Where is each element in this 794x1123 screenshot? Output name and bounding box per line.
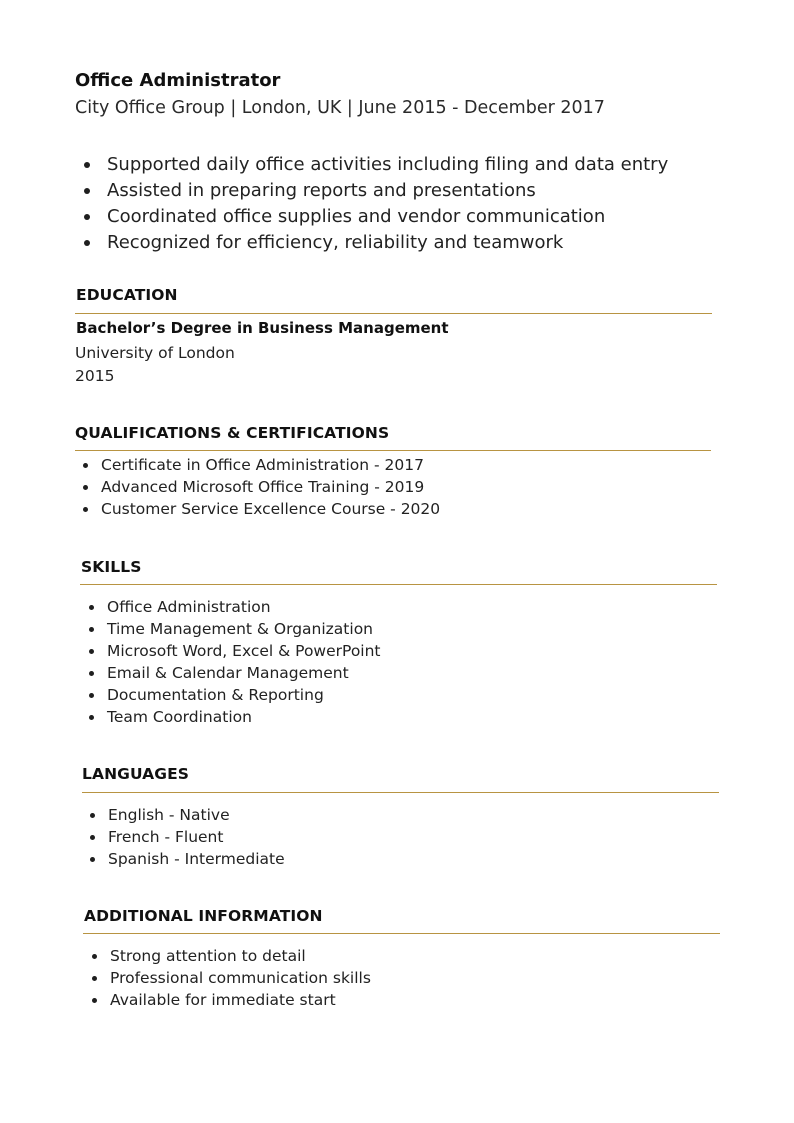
list-item: Team Coordination <box>86 706 381 728</box>
list-item: Spanish - Intermediate <box>87 848 285 870</box>
list-item: Advanced Microsoft Office Training - 2019 <box>80 476 440 498</box>
bullet-icon <box>90 813 95 818</box>
bullet-icon <box>90 835 95 840</box>
list-item: Strong attention to detail <box>89 945 371 967</box>
job-bullet-list <box>82 152 668 256</box>
list-item: Recognized for efficiency, reliability and teamwork <box>82 230 668 256</box>
list-item: Assisted in preparing reports and presentations <box>82 178 668 204</box>
skills-heading: SKILLS <box>81 558 142 576</box>
list-item: Office Administration <box>86 596 381 618</box>
job-title: Office Administrator <box>75 70 281 91</box>
list-item: Customer Service Excellence Course - 2020 <box>80 498 440 520</box>
job-meta: City Office Group | London, UK | June 2015 - December 2017 <box>75 98 605 118</box>
bullet-icon <box>92 954 97 959</box>
bullet-icon <box>89 605 94 610</box>
qualifications-heading: QUALIFICATIONS & CERTIFICATIONS <box>75 424 390 442</box>
qualifications-divider <box>75 450 711 451</box>
list-item: English - Native <box>87 804 285 826</box>
list-item: Professional communication skills <box>89 967 371 989</box>
bullet-icon <box>89 649 94 654</box>
bullet-icon <box>84 188 90 194</box>
languages-heading: LANGUAGES <box>82 765 190 783</box>
list-item: Available for immediate start <box>89 989 371 1011</box>
education-heading: EDUCATION <box>76 286 178 304</box>
bullet-icon <box>89 671 94 676</box>
additional-info-divider <box>83 933 720 934</box>
bullet-icon <box>90 857 95 862</box>
bullet-icon <box>83 485 88 490</box>
list-item: Email & Calendar Management <box>86 662 381 684</box>
list-item: Time Management & Organization <box>86 618 381 640</box>
additional-info-list <box>89 945 371 1011</box>
school-name: University of London <box>75 344 235 362</box>
bullet-icon <box>84 214 90 220</box>
list-item: Supported daily office activities including filing and data entry <box>82 152 668 178</box>
list-item: Coordinated office supplies and vendor communication <box>82 204 668 230</box>
additional-info-heading: ADDITIONAL INFORMATION <box>84 907 323 925</box>
bullet-icon <box>89 627 94 632</box>
list-item: Certificate in Office Administration - 2017 <box>80 454 440 476</box>
bullet-icon <box>84 240 90 246</box>
graduation-year: 2015 <box>75 367 115 385</box>
languages-list <box>87 804 285 870</box>
bullet-icon <box>92 976 97 981</box>
list-item: French - Fluent <box>87 826 285 848</box>
bullet-icon <box>83 507 88 512</box>
skills-divider <box>80 584 717 585</box>
list-item: Documentation & Reporting <box>86 684 381 706</box>
skills-list <box>86 596 381 728</box>
qualifications-list <box>80 454 440 520</box>
education-divider <box>75 313 712 314</box>
bullet-icon <box>89 693 94 698</box>
bullet-icon <box>83 463 88 468</box>
degree-title: Bachelor’s Degree in Business Management <box>76 319 449 337</box>
bullet-icon <box>92 998 97 1003</box>
bullet-icon <box>89 715 94 720</box>
bullet-icon <box>84 162 90 168</box>
list-item: Microsoft Word, Excel & PowerPoint <box>86 640 381 662</box>
languages-divider <box>82 792 719 793</box>
